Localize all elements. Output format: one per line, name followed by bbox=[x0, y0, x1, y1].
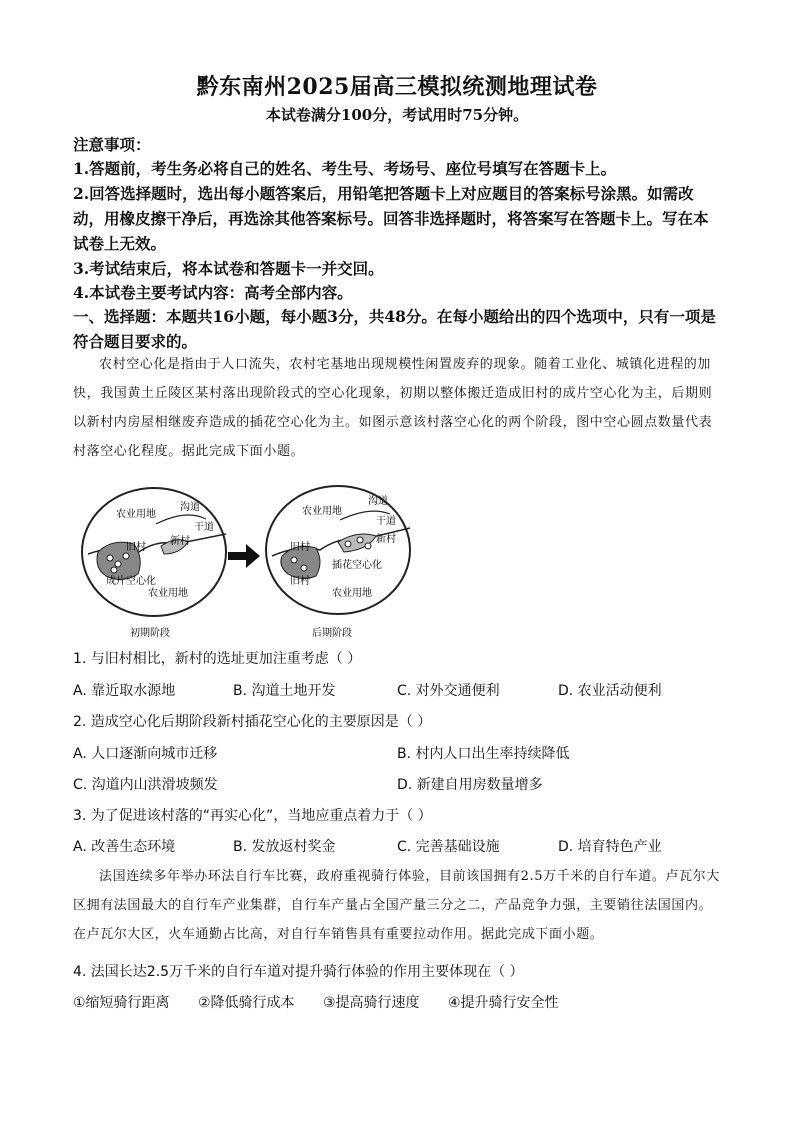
passage-hollowing: 农村空心化是指由于人口流失，农村宅基地出现规模性闲置废弃的现象。随着工业化、城镇化进程的加快，我国黄土丘陵区某村落出现阶段式的空心化现象，初期以整体搬迁造成旧村的成片空心化为主，后期则以新村内房屋相继废弃造成的插花空心化为主。如图示意该村落空心化的两个阶段，图中空心圆点数量代表村落空心化程度。据此完成下面小题。 bbox=[73, 357, 713, 459]
note-item-4: 4.本试卷主要考试内容：高考全部内容。 bbox=[73, 283, 353, 302]
gully-label: 沟道 bbox=[368, 496, 388, 507]
old-village-label: 旧村 bbox=[126, 542, 146, 553]
q2-option-c[interactable]: C. 沟道内山洪滑坡频发 bbox=[73, 777, 218, 793]
farmland-label: 农业用地 bbox=[332, 588, 372, 599]
farmland-label: 农业用地 bbox=[148, 588, 188, 599]
note-item-1: 1.答题前，考生务必将自己的姓名、考生号、考场号、座位号填写在答题卡上。 bbox=[73, 159, 617, 178]
passage-france-cycling: 法国连续多年举办环法自行车比赛，政府重视骑行体验，目前该国拥有2.5万千米的自行车道。卢瓦尔大区拥有法国最大的自行车产业集群，自行车产量占全国产量三分之二，产品竞争力强，主要销往法国国内。在卢瓦尔大区，火车通勤占比高，对自行车销售具有重要拉动作用。据此完成下面小题。 bbox=[73, 869, 720, 942]
hollow-dot bbox=[357, 537, 363, 543]
q3-option-a[interactable]: A. 改善生态环境 bbox=[73, 839, 176, 855]
q1-option-d[interactable]: D. 农业活动便利 bbox=[558, 683, 662, 699]
notes-heading: 注意事项： bbox=[73, 135, 151, 154]
question-4: 4. 法国长达2.5万千米的自行车道对提升骑行体验的作用主要体现在（ ） bbox=[73, 964, 524, 980]
hollowing-diagram bbox=[76, 484, 446, 644]
q1-option-c[interactable]: C. 对外交通便利 bbox=[397, 683, 500, 699]
note-item-2: 2.回答选择题时，选出每小题答案后，用铅笔把答题卡上对应题目的答案标号涂黑。如需改动，用橡皮擦干净后，再选涂其他答案标号。回答非选择题时，将答案写在答题卡上。写在本试卷上无效。 bbox=[73, 184, 709, 253]
new-village-label: 新村 bbox=[376, 534, 396, 545]
hollow-dot bbox=[365, 543, 371, 549]
q3-option-c[interactable]: C. 完善基础设施 bbox=[397, 839, 500, 855]
q1-option-a[interactable]: A. 靠近取水源地 bbox=[73, 683, 176, 699]
late-stage-diagram bbox=[266, 486, 410, 639]
q2-option-b[interactable]: B. 村内人口出生率持续降低 bbox=[397, 746, 570, 762]
q3-option-b[interactable]: B. 发放返村奖金 bbox=[233, 839, 336, 855]
hollow-dot bbox=[115, 561, 121, 567]
hollow-label: 成片空心化 bbox=[106, 576, 156, 587]
hollow-dot bbox=[123, 553, 129, 559]
hollow-dot bbox=[345, 541, 351, 547]
note-item-3: 3.考试结束后，将本试卷和答题卡一并交回。 bbox=[73, 259, 384, 278]
question-1: 1. 与旧村相比，新村的选址更加注重考虑（ ） bbox=[73, 651, 362, 667]
section-heading: 一、选择题：本题共16小题，每小题3分，共48分。在每小题给出的四个选项中，只有一项是符合题目要求的。 bbox=[73, 307, 716, 351]
exam-info: 本试卷满分100分，考试用时75分钟。 bbox=[265, 106, 529, 124]
farmland-label: 农业用地 bbox=[116, 509, 156, 520]
page-title: 黔东南州2025届高三模拟统测地理试卷 bbox=[196, 74, 598, 100]
q2-option-a[interactable]: A. 人口逐渐向城市迁移 bbox=[73, 746, 218, 762]
hollow-dot bbox=[111, 567, 117, 573]
hollow-dot bbox=[291, 557, 297, 563]
early-stage-diagram bbox=[82, 488, 226, 639]
gully-label: 沟道 bbox=[180, 502, 200, 513]
hollow-label: 插花空心化 bbox=[332, 560, 382, 571]
question-3: 3. 为了促进该村落的“再实心化”，当地应重点着力于（ ） bbox=[73, 808, 432, 824]
stage-caption: 后期阶段 bbox=[312, 628, 352, 639]
road-label: 干道 bbox=[376, 516, 396, 527]
q2-option-d[interactable]: D. 新建自用房数量增多 bbox=[397, 777, 543, 793]
hollow-dot bbox=[107, 555, 113, 561]
old-village-label: 旧村 bbox=[290, 576, 310, 587]
question-2: 2. 造成空心化后期阶段新村插花空心化的主要原因是（ ） bbox=[73, 714, 432, 730]
arrow-icon bbox=[228, 544, 260, 568]
old-village-label: 旧村 bbox=[290, 542, 310, 553]
stage-caption: 初期阶段 bbox=[130, 628, 170, 639]
q4-choice-1: ①缩短骑行距离 bbox=[73, 995, 170, 1011]
new-village-label: 新村 bbox=[170, 536, 190, 547]
road-label: 干道 bbox=[194, 522, 214, 533]
q4-choice-3: ③提高骑行速度 bbox=[323, 995, 420, 1011]
farmland-label: 农业用地 bbox=[302, 506, 342, 517]
q4-choice-4: ④提升骑行安全性 bbox=[448, 995, 559, 1011]
q4-choice-2: ②降低骑行成本 bbox=[198, 995, 295, 1011]
q3-option-d[interactable]: D. 培育特色产业 bbox=[558, 839, 662, 855]
hollow-dot bbox=[301, 565, 307, 571]
q1-option-b[interactable]: B. 沟道土地开发 bbox=[233, 683, 336, 699]
